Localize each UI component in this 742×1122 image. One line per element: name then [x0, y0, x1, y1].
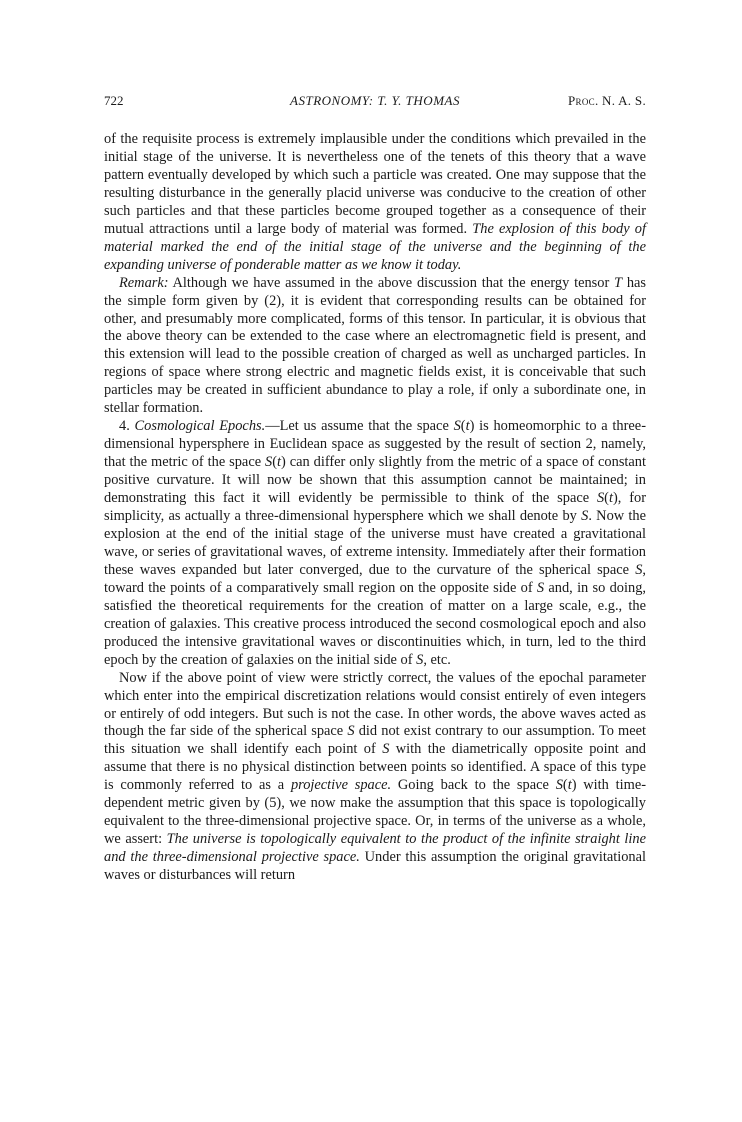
math-symbol: t — [608, 490, 613, 507]
text-segment: has the simple form given by (2), it is evident that corresponding results can be obtained for other, and presumably more complicated, forms of this tensor. In particular, it is obvious that the above theory can be extended to the case where an electromagnetic field is present, and this extension will lead to the possible creation of charged as well as uncharged particles. In regions of space where strong electric and magnetic fields exist, it is conceivable that such particles may be created in sufficient abundance to play a role, if only a subordinate one, in stellar formation. — [104, 274, 647, 417]
math-symbol: S — [382, 741, 390, 758]
math-symbol: t — [465, 418, 470, 435]
math-symbol: S — [453, 418, 461, 435]
text-segment: ) is homeomorphic to a three-dimensional hypersphere in Euclidean space as suggested by the result of section 2, namely, that the metric of the space — [104, 418, 646, 471]
text-segment: Under this assumption the original gravitational waves or disturbances will return — [104, 849, 646, 884]
italic-assertion: The universe is topologically equivalent to the product of the infinite straight line and the three-dimensional projective space. — [104, 831, 646, 866]
math-symbol: S — [416, 651, 424, 668]
text-segment: Going back to the space — [391, 777, 556, 794]
text-segment: and, in so doing, satisfied the theoretical requirements for the creation of matter on a large scale, e.g., the creation of galaxies. This creative process introduced the second cosmological epoch and also produced the intensive gravitational waves or discontinuities which, in turn, led to the third epoch by the creation of galaxies on the initial side of — [104, 579, 646, 668]
math-symbol: S — [596, 490, 605, 507]
journal-name: Proc. N. A. S. — [568, 93, 646, 108]
text-segment: , etc. — [423, 651, 451, 668]
text-segment: ( — [272, 454, 278, 471]
paragraph-projective — [104, 670, 646, 885]
page-header — [104, 93, 646, 113]
math-symbol: S — [581, 508, 589, 525]
math-symbol: S — [536, 579, 545, 596]
paragraph-section-4 — [104, 418, 646, 669]
math-symbol: S — [265, 454, 273, 471]
text-segment: ( — [604, 490, 609, 507]
text-segment: did not exist contrary to our assumption. To meet this situation we shall identify each point of — [104, 723, 646, 758]
text-segment: ) can differ only slightly from the metric of a space of constant positive curvature. It will now be shown that this assumption cannot be maintained; in demonstrating this fact it will evidently be permissible to think of the space — [104, 454, 647, 507]
section-title: Cosmological Epochs. — [134, 418, 266, 435]
text-segment: —Let us assume that the space — [265, 418, 454, 435]
text-segment: , toward the points of a comparatively small region on the opposite side of — [104, 561, 646, 596]
term-projective-space: projective space. — [290, 777, 392, 794]
text-segment: Now if the above point of view were strictly correct, the values of the epochal parameter which enter into the empirical discretization relations would consist entirely of even integers or entirely of odd integers. But such is not the case. In other words, the above waves acted as though the far side of the spherical space — [104, 669, 646, 740]
text-segment: . Now the explosion at the end of the initial stage of the universe must have created a gravitational wave, or series of gravitational waves, of extreme intensity. Immediately after their formation these waves expanded but later converged, due to the curvature of the spherical space — [104, 508, 646, 578]
text-segment: Although we have assumed in the above discussion that the energy tensor — [168, 274, 615, 291]
running-title: ASTRONOMY: T. Y. THOMAS — [290, 93, 460, 108]
section-number: 4. — [119, 418, 135, 435]
math-symbol: S — [347, 723, 355, 740]
math-symbol: t — [567, 777, 572, 794]
math-symbol: S — [555, 777, 563, 794]
text-segment: ( — [460, 418, 466, 435]
text-segment: ) with time-dependent metric given by (5), we now make the assumption that this space is topologically equivalent to the three-dimensional projective space. Or, in terms of the universe as a whole, we assert: — [104, 777, 646, 848]
text-segment: with the diametrically opposite point and assume that there is no physical distinction between points so identified. A space of this type is commonly referred to as a — [104, 741, 646, 794]
remark-label: Remark: — [119, 274, 169, 291]
text-segment: of the requisite process is extremely implausible under the conditions which prevailed in the initial stage of the universe. It is nevertheless one of the tenets of this theory that a wave pattern eventually developed by which such a particle was created. One may suppose that the resulting disturbance in the generally placid universe was conducive to the creation of other such particles and that these particles become grouped together as a consequence of their mutual attractions until a large body of material was formed. — [104, 131, 646, 237]
text-segment: ), for simplicity, as actually a three-dimensional hypersphere which we shall denote by — [104, 490, 646, 525]
math-symbol: S — [635, 561, 643, 578]
paragraph-remark — [104, 275, 646, 419]
math-symbol: t — [277, 454, 282, 471]
italic-conclusion: The explosion of this body of material marked the end of the initial stage of the universe and the beginning of the expanding universe of ponderable matter as we know it today. — [104, 220, 646, 273]
paragraph-1 — [104, 131, 646, 275]
page-number: 722 — [104, 93, 124, 108]
text-segment: ( — [562, 777, 568, 794]
article-body — [104, 131, 646, 885]
math-symbol: T — [614, 274, 623, 291]
